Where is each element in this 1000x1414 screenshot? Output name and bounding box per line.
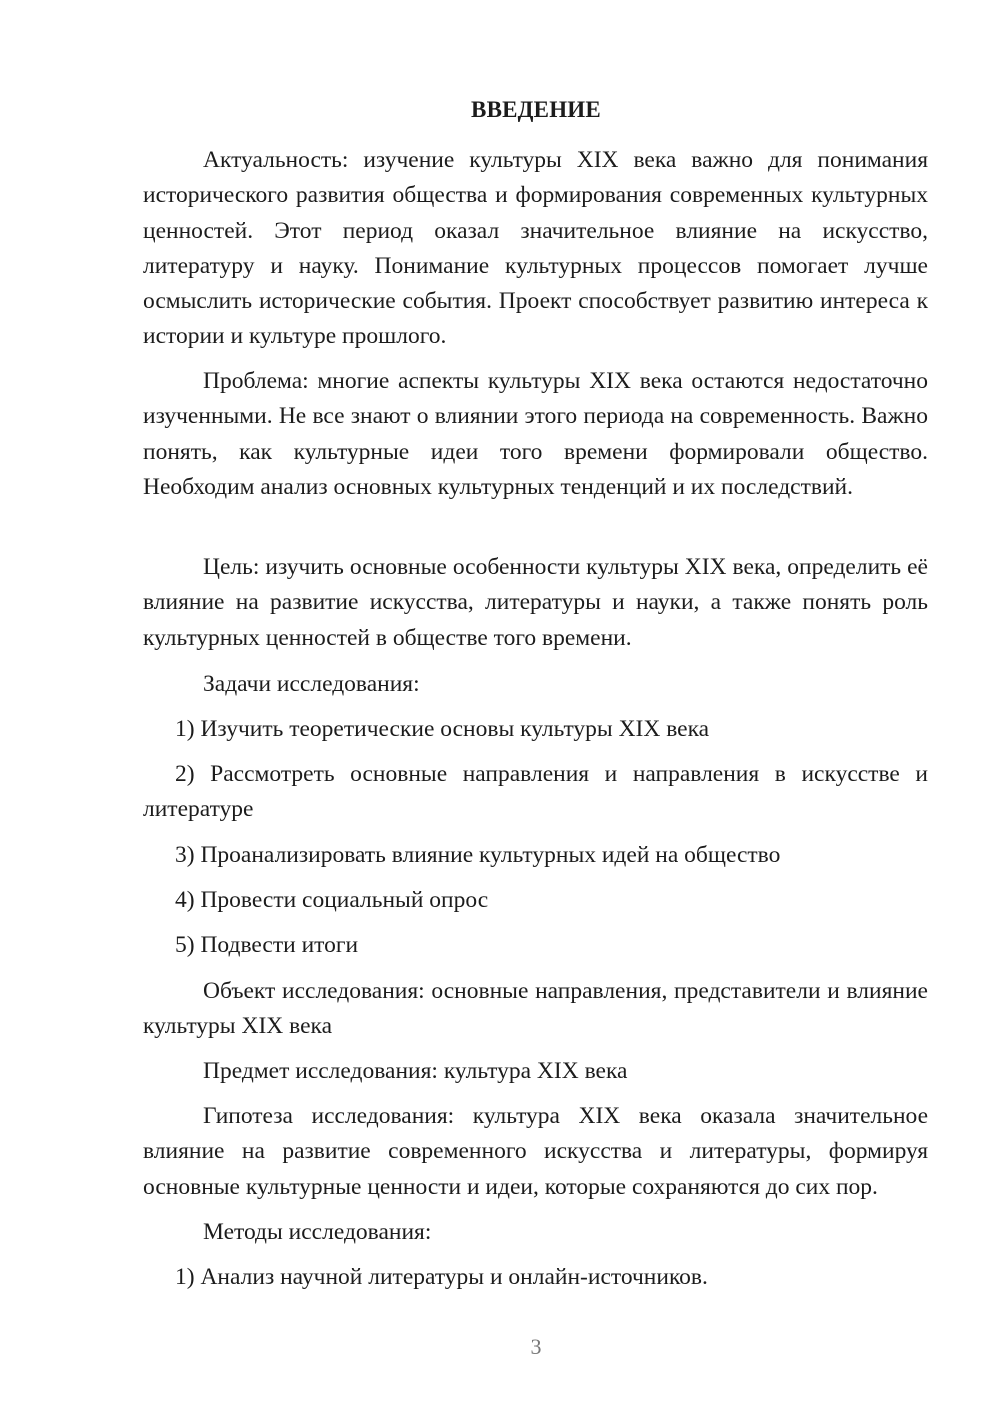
paragraph-goal: Цель: изучить основные особенности культуры XIX века, определить её влияние на развитие искусства, литературы и науки, а также понять роль культурных ценностей в обществе того времени. [143, 554, 928, 651]
paragraph-relevance: Актуальность: изучение культуры XIX века важно для понимания исторического развития общества и формирования современных культурных ценностей. Этот период оказал значительное влияние на искусство, литературу и науку. Понимание культурных процессов помогает лучше осмыслить исторические события. Проект способствует развитию интереса к истории и культуре прошлого. [143, 147, 928, 350]
method-item-1: 1) Анализ научной литературы и онлайн-источников. [175, 1264, 708, 1290]
methods-title: Методы исследования: [203, 1219, 432, 1245]
paragraph-hypothesis: Гипотеза исследования: культура XIX века оказала значительное влияние на развитие современного искусства и литературы, формируя основные культурные ценности и идеи, которые сохраняются до сих пор. [143, 1103, 928, 1200]
paragraph-problem: Проблема: многие аспекты культуры XIX века остаются недостаточно изученными. Не все знают о влиянии этого периода на современность. Важно понять, как культурные идеи того времени формировали общество. Необходим анализ основных культурных тенденций и их последствий. [143, 368, 928, 500]
task-item-3: 3) Проанализировать влияние культурных идей на общество [175, 842, 781, 868]
tasks-title: Задачи исследования: [203, 671, 420, 697]
paragraph-subject: Предмет исследования: культура XIX века [203, 1058, 628, 1084]
task-item-1: 1) Изучить теоретические основы культуры XIX века [175, 716, 710, 742]
task-item-2: 2) Рассмотреть основные направления и направления в искусстве и литературе [143, 761, 928, 823]
task-item-4: 4) Провести социальный опрос [175, 887, 489, 913]
task-item-5: 5) Подвести итоги [175, 932, 359, 958]
page-number: 3 [530, 1334, 542, 1359]
section-heading: ВВЕДЕНИЕ [471, 97, 601, 122]
paragraph-object: Объект исследования: основные направления, представители и влияние культуры XIX века [143, 978, 928, 1040]
